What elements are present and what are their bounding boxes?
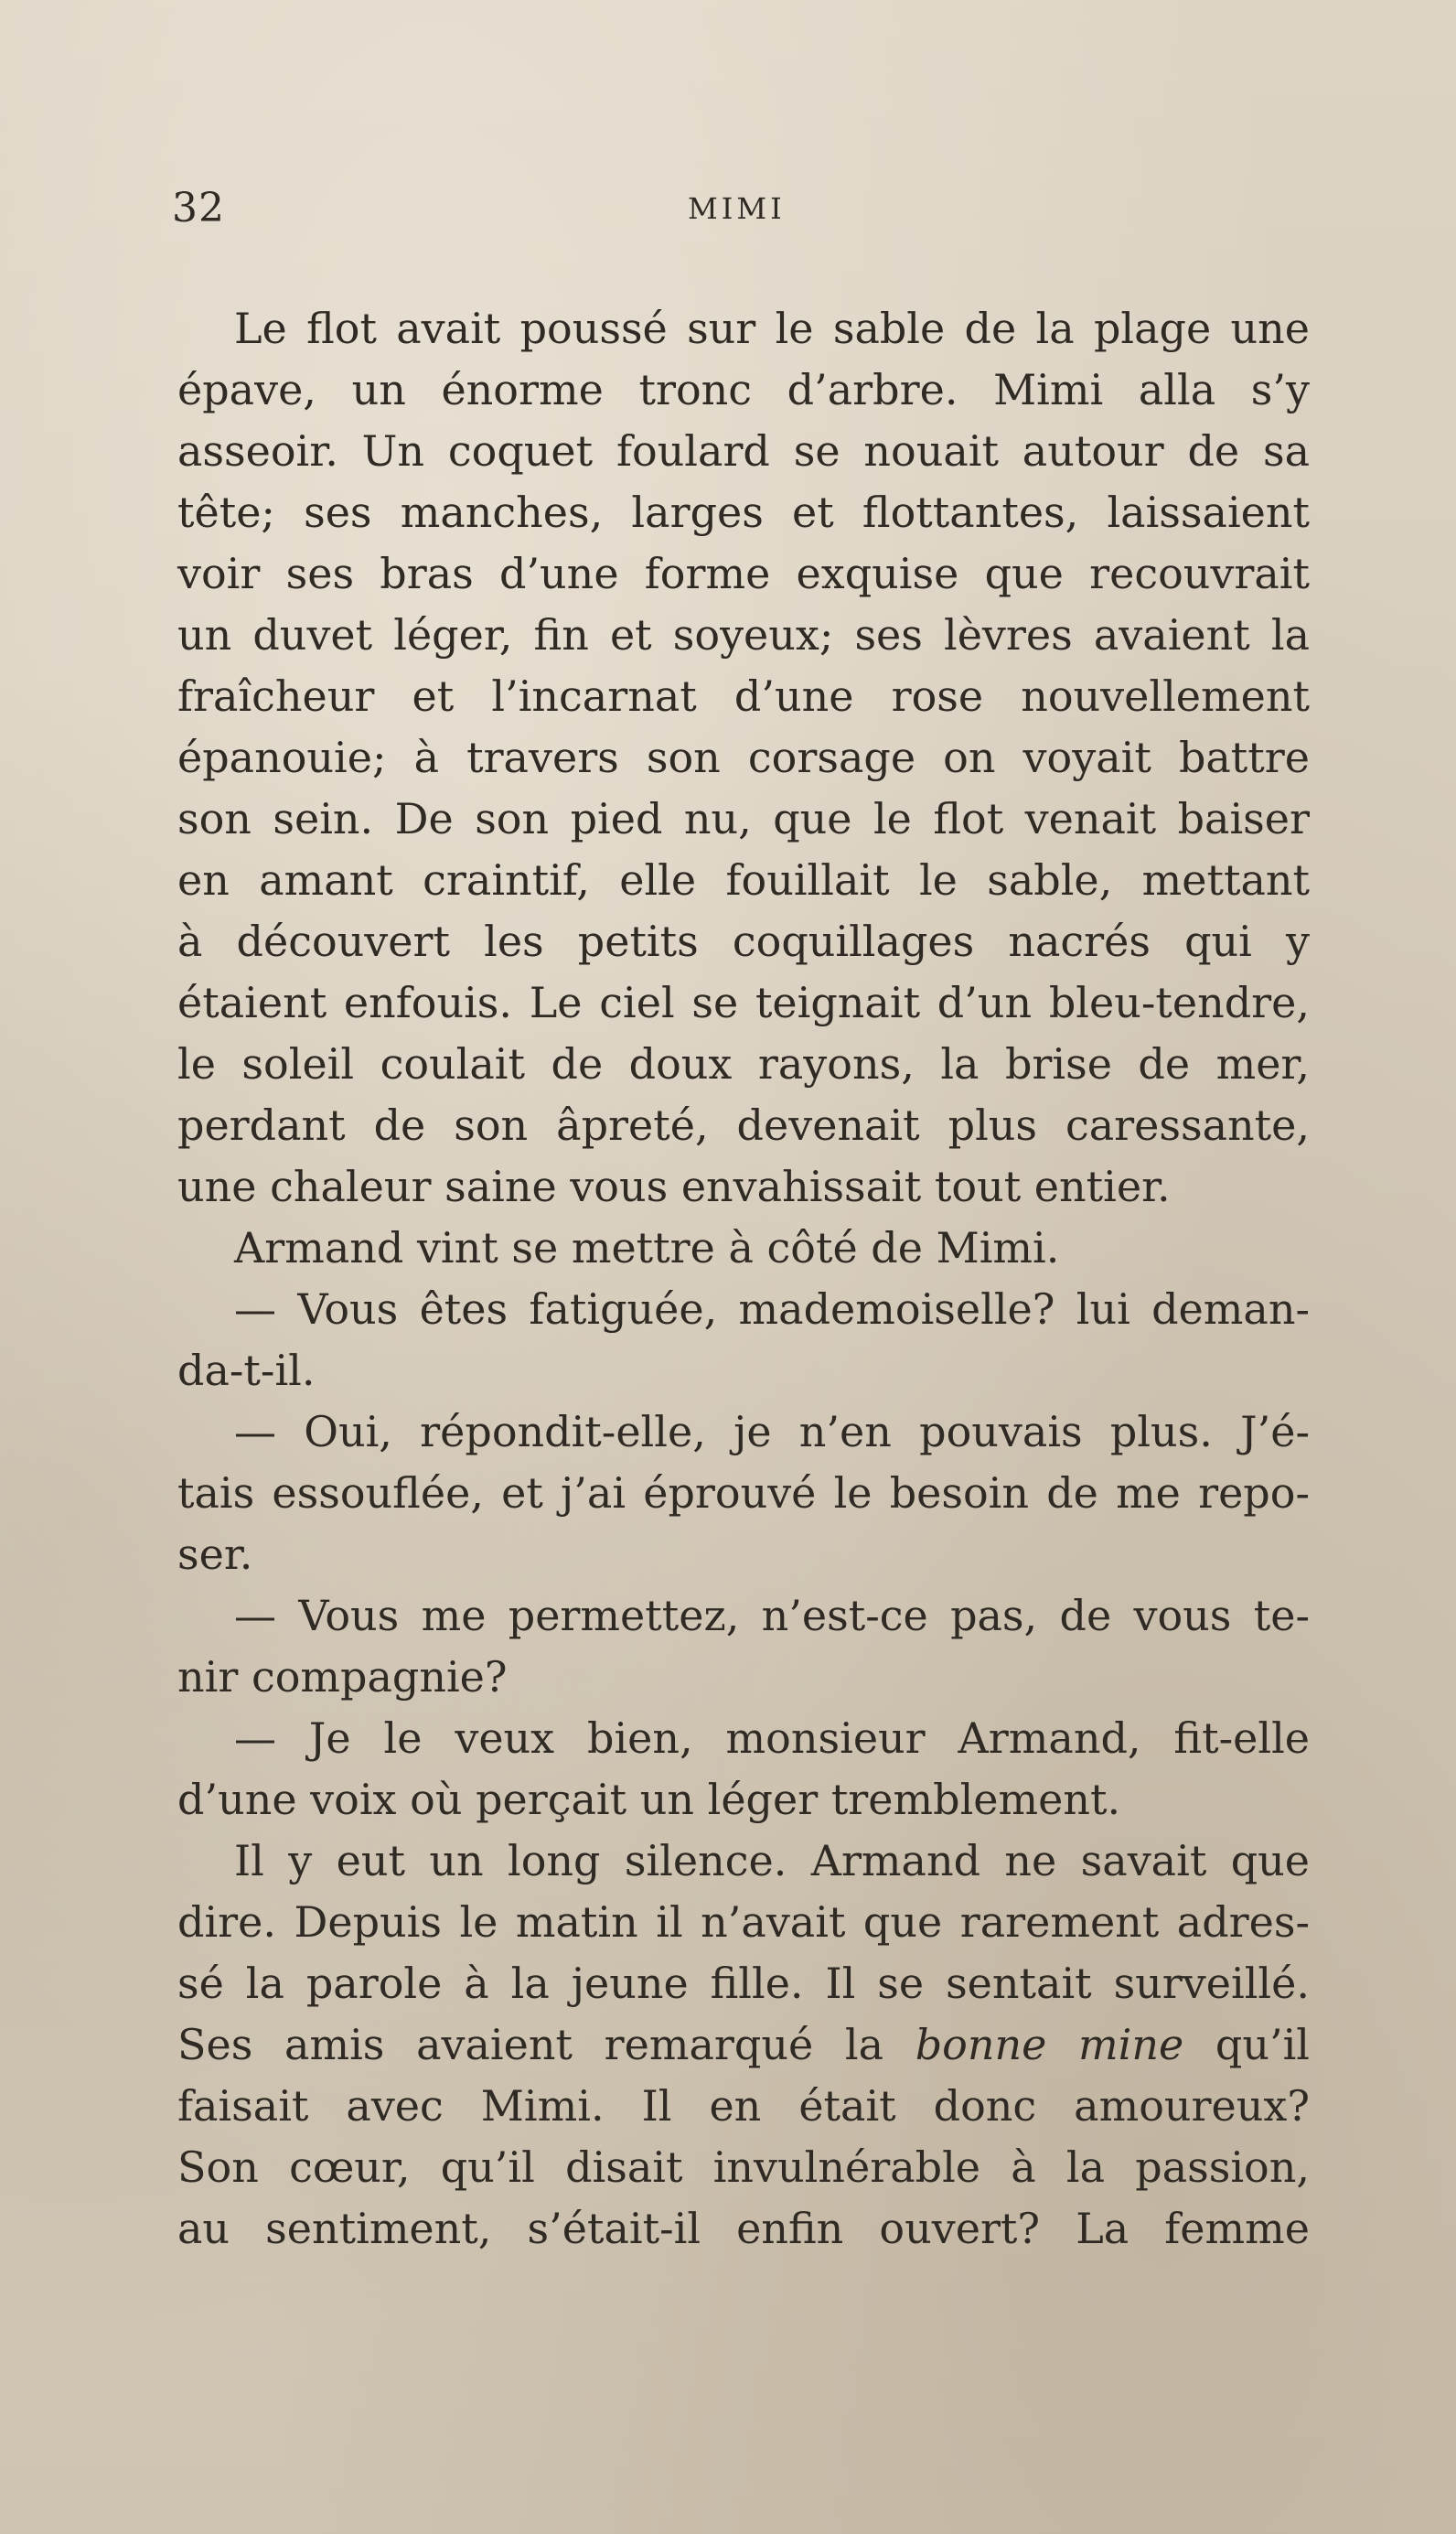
text-line: en amant craintif, elle fouillait le sable, mettant bbox=[177, 855, 1310, 905]
text-line: une chaleur saine vous envahissait tout entier. bbox=[177, 1162, 1171, 1211]
text-line: ser. bbox=[177, 1530, 253, 1579]
running-title: MIMI bbox=[688, 191, 786, 226]
text-segment: qu’il bbox=[1215, 2020, 1310, 2069]
text-line: au sentiment, s’était-il enfin ouvert? La femme bbox=[177, 2204, 1310, 2253]
text-line: tête; ses manches, larges et flottantes, laissaient bbox=[177, 488, 1310, 537]
running-head bbox=[0, 183, 1456, 234]
text-line: étaient enfouis. Le ciel se teignait d’un bleu-tendre, bbox=[177, 978, 1310, 1027]
text-line: voir ses bras d’une forme exquise que recouvrait bbox=[177, 549, 1310, 598]
text-line: faisait avec Mimi. Il en était donc amoureux? bbox=[177, 2081, 1310, 2131]
italic-phrase: bonne mine bbox=[915, 2020, 1184, 2069]
body-text bbox=[177, 298, 1310, 2260]
text-line: sé la parole à la jeune fille. Il se sentait surveillé. bbox=[177, 1959, 1310, 2008]
text-line: le soleil coulait de doux rayons, la brise de mer, bbox=[177, 1039, 1310, 1089]
text-line: asseoir. Un coquet foulard se nouait autour de sa bbox=[177, 426, 1310, 476]
text-line: Armand vint se mettre à côté de Mimi. bbox=[234, 1223, 1060, 1272]
text-line: da-t-il. bbox=[177, 1346, 316, 1395]
text-line: — Je le veux bien, monsieur Armand, fit-elle bbox=[234, 1713, 1310, 1763]
text-line: dire. Depuis le matin il n’avait que rarement adres- bbox=[177, 1897, 1310, 1947]
text-line: à découvert les petits coquillages nacrés qui y bbox=[177, 917, 1310, 966]
text-line: tais essouflée, et j’ai éprouvé le besoin de me repo- bbox=[177, 1468, 1310, 1518]
text-line: — Vous me permettez, n’est-ce pas, de vous te- bbox=[234, 1591, 1310, 1640]
text-line: fraîcheur et l’incarnat d’une rose nouvellement bbox=[177, 671, 1310, 721]
text-line: Il y eut un long silence. Armand ne savait que bbox=[234, 1836, 1310, 1885]
page-number: 32 bbox=[172, 185, 225, 231]
text-line: — Vous êtes fatiguée, mademoiselle? lui deman- bbox=[234, 1284, 1310, 1334]
text-line: — Oui, répondit-elle, je n’en pouvais plus. J’é- bbox=[234, 1407, 1310, 1456]
text-line: un duvet léger, fin et soyeux; ses lèvres avaient la bbox=[177, 610, 1310, 660]
text-line: nir compagnie? bbox=[177, 1652, 508, 1702]
text-line-with-italic bbox=[177, 2014, 1310, 2076]
text-line: Son cœur, qu’il disait invulnérable à la passion, bbox=[177, 2142, 1310, 2192]
text-segment: Ses amis avaient remarqué la bbox=[177, 2020, 884, 2069]
text-line: d’une voix où perçait un léger tremblement. bbox=[177, 1775, 1121, 1824]
text-line: perdant de son âpreté, devenait plus caressante, bbox=[177, 1101, 1310, 1150]
text-line: épanouie; à travers son corsage on voyait battre bbox=[177, 733, 1310, 782]
text-line: son sein. De son pied nu, que le flot venait baiser bbox=[177, 794, 1310, 843]
text-line: épave, un énorme tronc d’arbre. Mimi alla s’y bbox=[177, 365, 1310, 414]
text-line: Le flot avait poussé sur le sable de la plage une bbox=[234, 304, 1310, 353]
